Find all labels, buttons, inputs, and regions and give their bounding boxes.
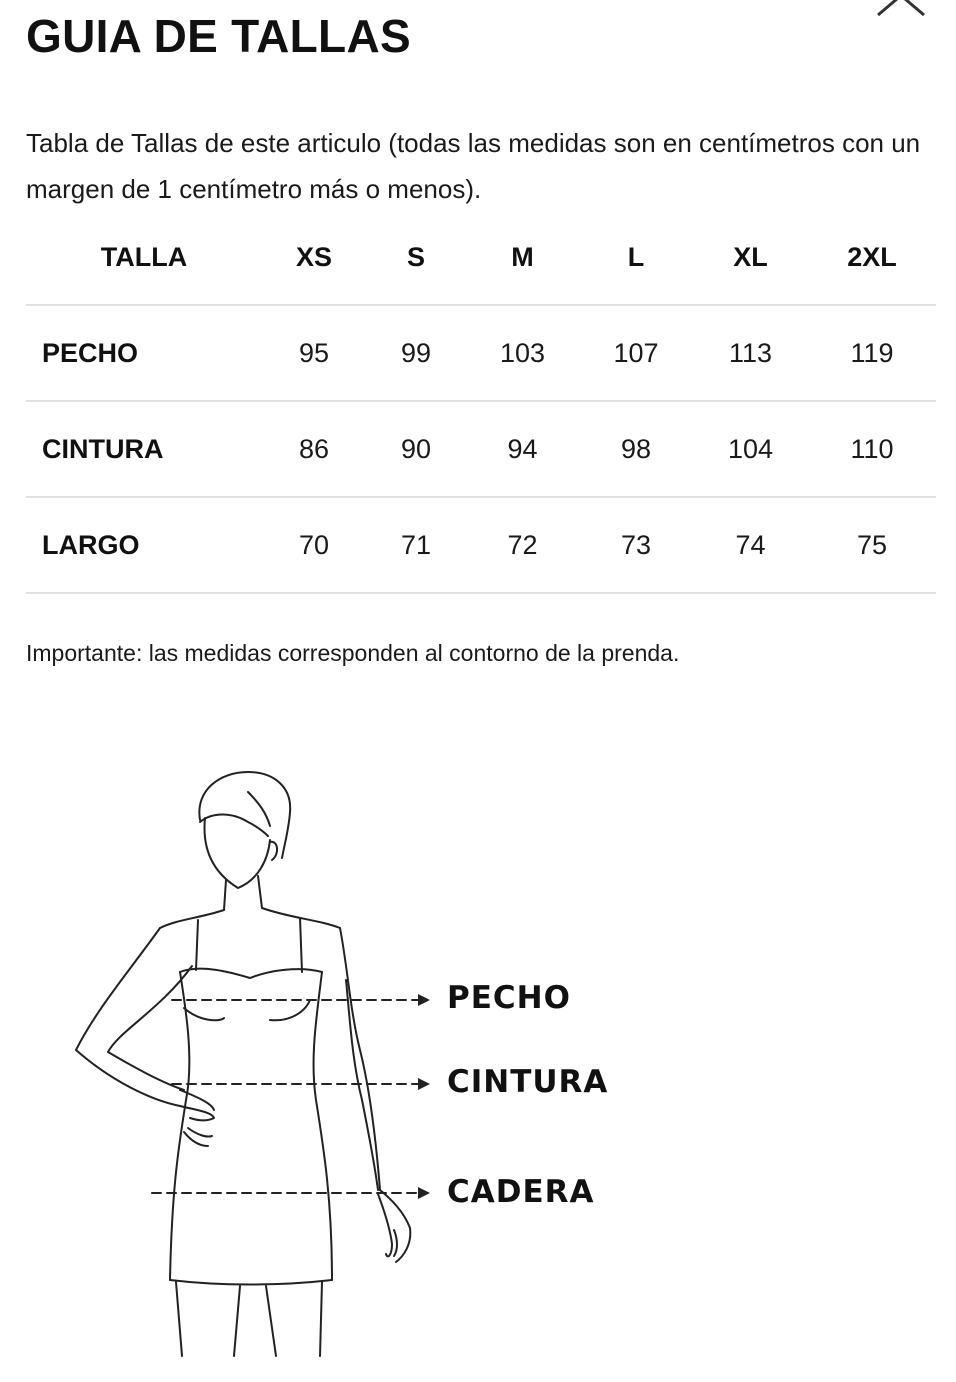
row-label: PECHO (26, 305, 262, 401)
table-cell: 99 (366, 305, 466, 401)
table-header-row (26, 210, 936, 305)
table-row (26, 305, 936, 401)
size-table (26, 210, 936, 594)
table-cell: 104 (693, 401, 808, 497)
table-cell: 71 (366, 497, 466, 593)
table-row (26, 497, 936, 593)
table-cell: 86 (262, 401, 366, 497)
row-label: LARGO (26, 497, 262, 593)
table-cell: 110 (808, 401, 936, 497)
table-cell: 73 (579, 497, 693, 593)
chest-label: PECHO (447, 980, 571, 1016)
column-header: XL (693, 210, 808, 305)
intro-text: Tabla de Tallas de este articulo (todas las medidas son en centímetros con un margen de 1 centímetro más o menos). (26, 128, 921, 204)
table-cell: 98 (579, 401, 693, 497)
table-cell: 103 (466, 305, 579, 401)
table-row (26, 401, 936, 497)
dress-figure-illustration (0, 760, 620, 1360)
measurement-note: Importante: las medidas corresponden al contorno de la prenda. (26, 640, 680, 666)
column-header: XS (262, 210, 366, 305)
measurement-figure (0, 760, 620, 1365)
column-header: L (579, 210, 693, 305)
waist-label: CINTURA (447, 1064, 609, 1100)
table-cell: 74 (693, 497, 808, 593)
row-label: CINTURA (26, 401, 262, 497)
column-header: S (366, 210, 466, 305)
close-icon (868, 0, 934, 22)
table-cell: 70 (262, 497, 366, 593)
table-cell: 94 (466, 401, 579, 497)
hip-label: CADERA (447, 1174, 595, 1210)
table-cell: 75 (808, 497, 936, 593)
page-title: GUIA DE TALLAS (26, 10, 411, 62)
table-cell: 119 (808, 305, 936, 401)
table-cell: 72 (466, 497, 579, 593)
table-cell: 113 (693, 305, 808, 401)
table-cell: 95 (262, 305, 366, 401)
table-cell: 107 (579, 305, 693, 401)
column-header: M (466, 210, 579, 305)
table-cell: 90 (366, 401, 466, 497)
close-button[interactable] (868, 0, 934, 22)
column-header: 2XL (808, 210, 936, 305)
column-header: TALLA (26, 210, 262, 305)
